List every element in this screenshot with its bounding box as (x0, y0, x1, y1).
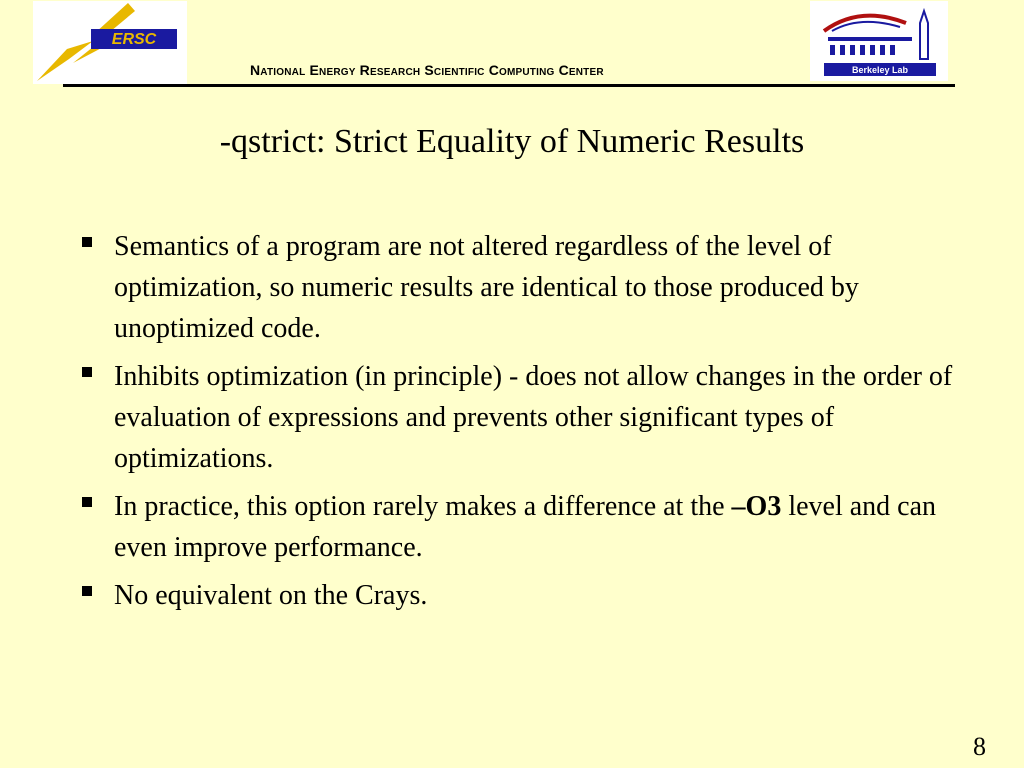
square-bullet-icon (82, 367, 92, 377)
square-bullet-icon (82, 497, 92, 507)
bullet-list (80, 226, 980, 623)
bullet-item (80, 575, 980, 616)
header-divider (63, 84, 955, 87)
bullet-text: Semantics of a program are not altered regardless of the level of optimization, so numeric results are identical to those produced by unoptimized code. (114, 231, 859, 344)
berkeley-lab-logo (810, 1, 948, 81)
bullet-bold-option: –O3 (731, 491, 782, 522)
organization-name: National Energy Research Scientific Computing Center (250, 62, 604, 78)
berkeley-lab-logo-text: Berkeley Lab (851, 65, 909, 75)
square-bullet-icon (82, 586, 92, 596)
bullet-item (80, 356, 980, 479)
nersc-logo-text: ERSC (111, 31, 157, 48)
bullet-item (80, 226, 980, 349)
slide-title: -qstrict: Strict Equality of Numeric Results (219, 123, 805, 160)
bullet-text-before: In practice, this option rarely makes a difference at the (114, 491, 732, 522)
berkeley-lab-building-icon (810, 1, 948, 81)
bullet-text-after: level and can even improve performance. (114, 491, 937, 563)
page-number: 8 (973, 732, 986, 761)
nersc-logo (33, 1, 187, 84)
bullet-text: No equivalent on the Crays. (114, 580, 428, 611)
bullet-item (80, 486, 980, 568)
bullet-text: Inhibits optimization (in principle) - does not allow changes in the order of evaluation of expressions and prevents other significant types of optimizations. (114, 361, 953, 474)
nersc-lightning-icon (33, 1, 187, 84)
square-bullet-icon (82, 237, 92, 247)
